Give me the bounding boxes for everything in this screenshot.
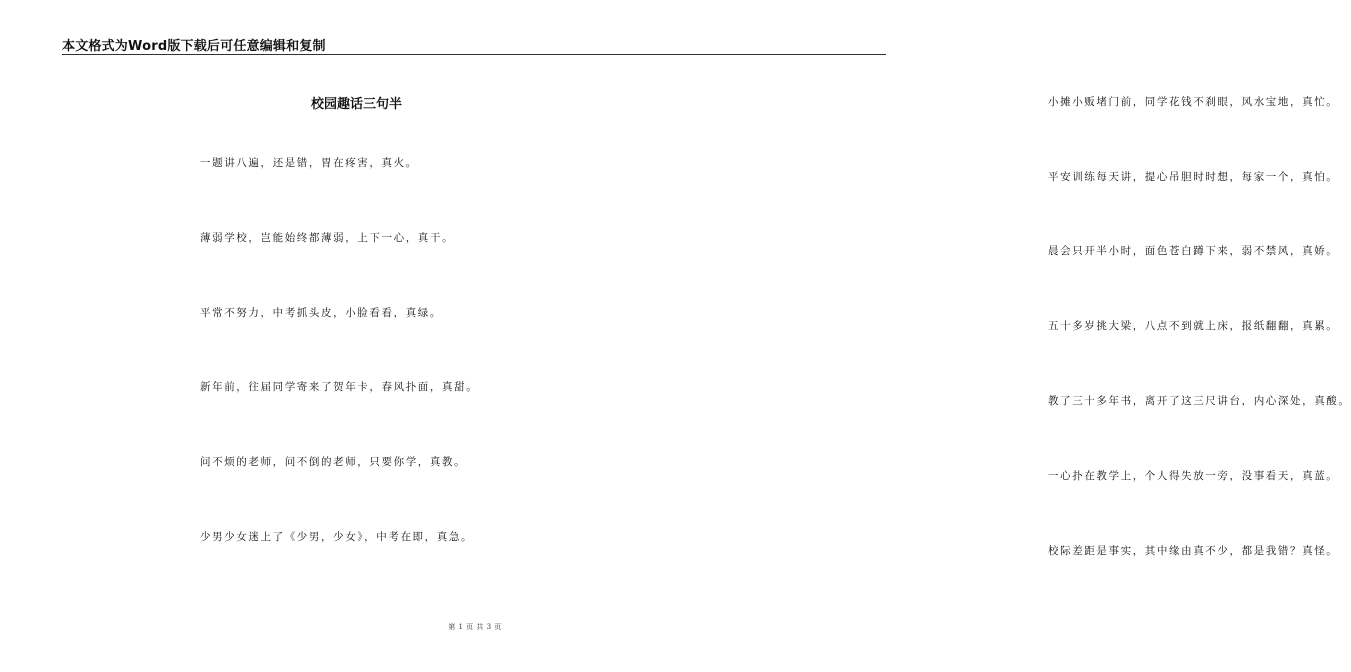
page-number: 第 1 页 共 3 页 xyxy=(448,623,502,631)
text-line: 一心扑在教学上，个人得失放一旁，没事看天，真蓝。 xyxy=(1048,470,1339,482)
document-title: 校园趣话三句半 xyxy=(311,97,403,112)
text-line: 平常不努力，中考抓头皮，小脸看看，真绿。 xyxy=(200,307,442,319)
page-header xyxy=(62,34,886,55)
text-line: 新年前，往届同学寄来了贺年卡，春风扑面，真甜。 xyxy=(200,381,479,393)
text-line: 平安训练每天讲，提心吊胆时时想，每家一个，真怕。 xyxy=(1048,171,1339,183)
text-line: 一题讲八遍，还是错，胃在疼害，真火。 xyxy=(200,157,418,169)
text-line: 教了三十多年书，离开了这三尺讲台，内心深处，真酸。 xyxy=(1048,395,1351,407)
text-line: 少男少女迷上了《少男，少女》，中考在即，真急。 xyxy=(200,531,474,543)
text-line: 小摊小贩堵门前，同学花钱不刹眼，风水宝地，真忙。 xyxy=(1048,96,1339,108)
text-line: 问不烦的老师，问不倒的老师，只要你学，真教。 xyxy=(200,456,467,468)
text-line: 晨会只开半小时，面色苍白蹲下来，弱不禁风，真娇。 xyxy=(1048,245,1339,257)
text-line: 五十多岁挑大梁，八点不到就上床，报纸翻翻，真累。 xyxy=(1048,320,1339,332)
text-line: 校际差距是事实，其中缘由真不少，都是我错？真怪。 xyxy=(1048,545,1339,557)
text-line: 薄弱学校，岂能始终都薄弱，上下一心，真干。 xyxy=(200,232,455,244)
header-text: 本文格式为Word版下载后可任意编辑和复制 xyxy=(62,39,326,54)
